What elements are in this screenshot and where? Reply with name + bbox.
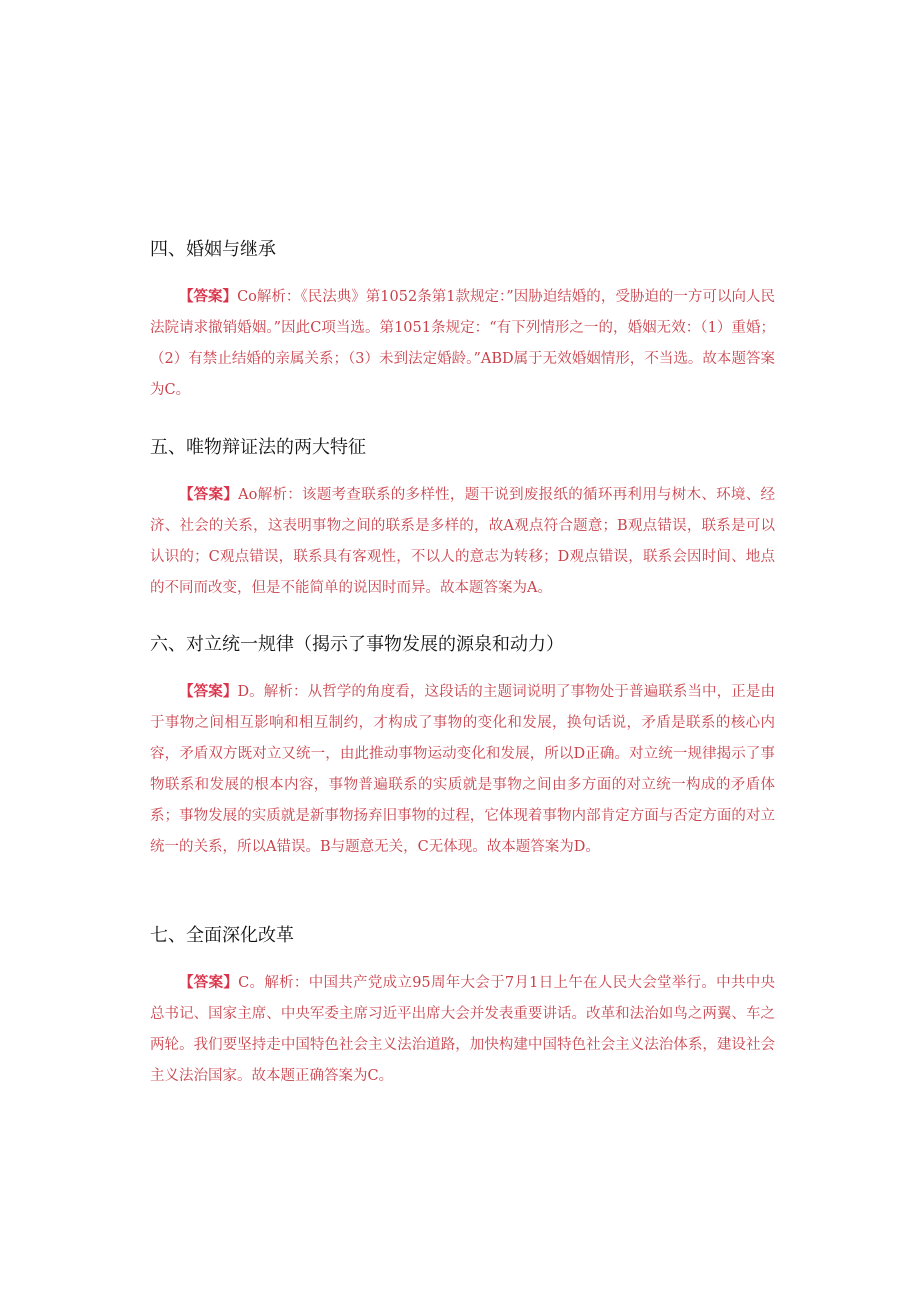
section-heading: 七、全面深化改革 [150,925,294,946]
answer-paragraph [150,677,775,863]
section-unity-of-opposites [150,633,775,878]
answer-tag: 【答案】 [179,289,238,305]
answer-text: C。解析：中国共产党成立95周年大会于7月1日上午在人民大会堂举行。中共中央总书记、国家主席、中央军委主席习近平出席大会并发表重要讲话。改革和法治如鸟之两翼、车之两轮。我们要坚持走中国特色社会主义法治道路，加快构建中国特色社会主义法治体系，建设社会主义法治国家。故本题正确答案为C。 [150,975,775,1084]
section-dialectics-features [150,436,775,619]
answer-paragraph [150,480,775,604]
answer-tag: 【答案】 [179,487,239,503]
answer-text: Co解析：《民法典》第1052条第1款规定：”因胁迫结婚的，受胁迫的一方可以向人民法院请求撤销婚姻。”因此C项当选。第1051条规定：“有下列情形之一的，婚姻无效：（1）重婚；（2）有禁止结婚的亲属关系；（3）未到法定婚龄。”ABD属于无效婚姻情形，不当选。故本题答案为C。 [150,289,775,398]
section-deepening-reform [150,924,775,1107]
section-marriage-inheritance [150,238,775,421]
answer-paragraph [150,968,775,1092]
answer-tag: 【答案】 [179,684,238,700]
section-heading: 六、对立统一规律（揭示了事物发展的源泉和动力） [150,634,564,655]
section-heading: 五、唯物辩证法的两大特征 [150,437,366,458]
section-heading: 四、婚姻与继承 [150,239,276,260]
answer-text: Ao解析：该题考查联系的多样性，题干说到废报纸的循环再利用与树木、环境、经济、社会的关系，这表明事物之间的联系是多样的，故A观点符合题意；B观点错误，联系是可以认识的；C观点错误，联系具有客观性，不以人的意志为转移；D观点错误，联系会因时间、地点的不同而改变，但是不能简单的说因时而异。故本题答案为A。 [150,487,776,596]
answer-text: D。解析：从哲学的角度看，这段话的主题词说明了事物处于普遍联系当中，正是由于事物之间相互影响和相互制约，才构成了事物的变化和发展，换句话说，矛盾是联系的核心内容，矛盾双方既对立又统一，由此推动事物运动变化和发展，所以D正确。对立统一规律揭示了事物联系和发展的根本内容，事物普遍联系的实质就是事物之间由多方面的对立统一构成的矛盾体系；事物发展的实质就是新事物扬弃旧事物的过程，它体现着事物内部肯定方面与否定方面的对立统一的关系，所以A错误。B与题意无关，C无体现。故本题答案为D。 [150,684,775,855]
answer-tag: 【答案】 [179,975,239,991]
answer-paragraph [150,282,775,406]
